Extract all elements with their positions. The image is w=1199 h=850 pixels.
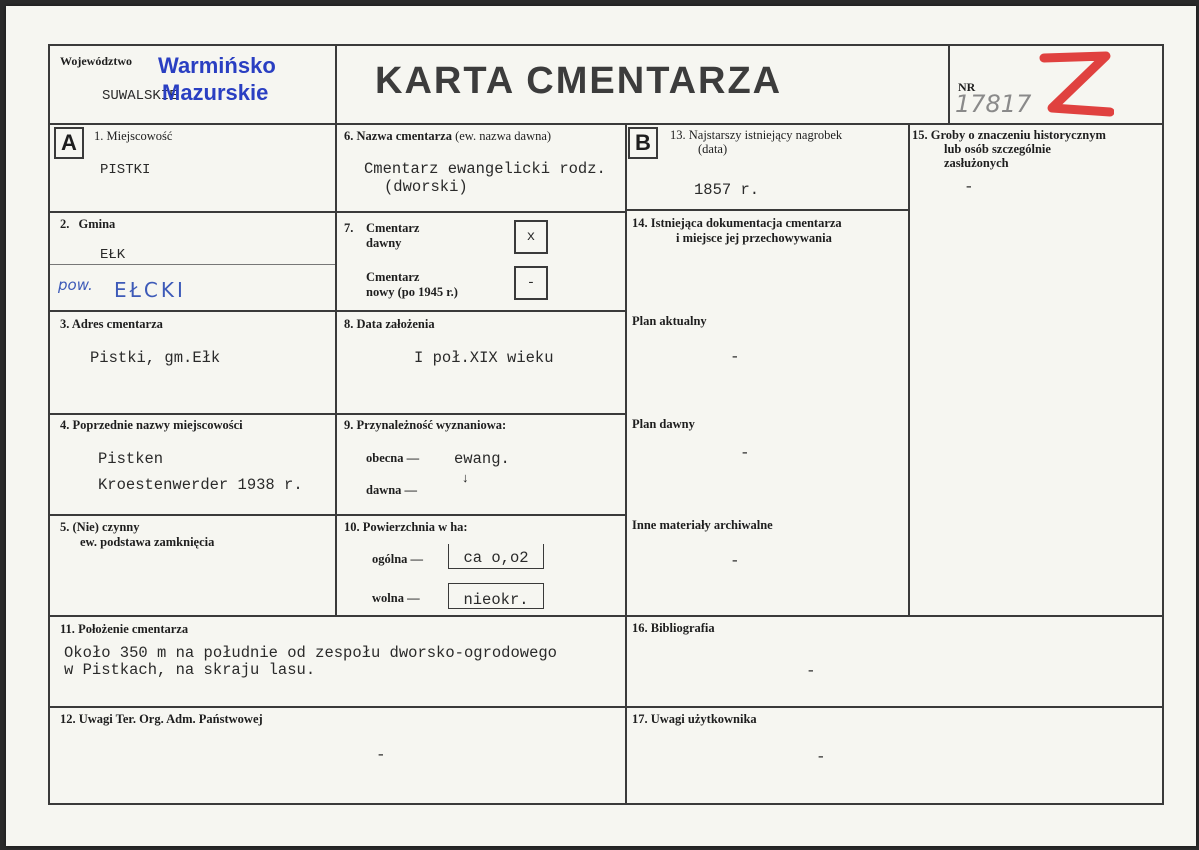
field-6-value-2: (dworski) bbox=[384, 178, 468, 196]
field-13-value: 1857 r. bbox=[694, 181, 760, 199]
field-12-label: 12. Uwagi Ter. Org. Adm. Państwowej bbox=[60, 712, 263, 726]
field-15-label-3: zasłużonych bbox=[944, 156, 1009, 170]
nr-handwritten: 17817 bbox=[955, 90, 1032, 118]
region-stamp-line1: Warmińsko bbox=[158, 53, 276, 78]
field-13-label-2: (data) bbox=[698, 142, 728, 156]
field-2-label: 2. Gmina bbox=[60, 217, 116, 231]
field-14-label: 14. Istniejąca dokumentacja cmentarza bbox=[632, 216, 842, 230]
field-7-label-a2: dawny bbox=[366, 236, 402, 250]
divider bbox=[50, 310, 625, 312]
divider bbox=[335, 46, 337, 615]
divider-thin bbox=[50, 264, 337, 265]
field-4-value-2: Kroestenwerder 1938 r. bbox=[98, 476, 303, 494]
field-1-label: 1. Miejscowość bbox=[94, 129, 173, 143]
divider bbox=[50, 514, 625, 516]
field-9-obecna-value: ewang. bbox=[454, 450, 510, 468]
field-16-label: 16. Bibliografia bbox=[632, 621, 715, 635]
plan-dawny-value: - bbox=[740, 444, 750, 462]
wojewodztwo-label: Województwo bbox=[60, 54, 132, 68]
arrow-down-icon: ↓ bbox=[462, 470, 469, 485]
section-b-letter: B bbox=[628, 127, 658, 159]
field-11-value-2: w Pistkach, na skraju lasu. bbox=[64, 661, 316, 679]
field-14-label-2: i miejsce jej przechowywania bbox=[676, 231, 832, 245]
typed-region: SUWALSKIE bbox=[102, 88, 178, 104]
field-10-ogolna-label: ogólna — bbox=[372, 552, 424, 566]
field-17-label: 17. Uwagi użytkownika bbox=[632, 712, 757, 726]
field-11-value-1: Około 350 m na południe od zespołu dworsko-ogrodowego bbox=[64, 644, 557, 662]
field-5-label-2: ew. podstawa zamknięcia bbox=[80, 535, 215, 549]
field-3-value: Pistki, gm.Ełk bbox=[90, 349, 221, 367]
field-13-label: 13. Najstarszy istniejący nagrobek bbox=[670, 128, 843, 142]
divider bbox=[625, 209, 910, 211]
field-10-wolna-label: wolna — bbox=[372, 591, 420, 605]
section-a-letter: A bbox=[54, 127, 84, 159]
field-8-value: I poł.XIX wieku bbox=[414, 349, 554, 367]
divider bbox=[625, 124, 627, 803]
field-17-value: - bbox=[816, 748, 826, 766]
field-6-value-1: Cmentarz ewangelicki rodz. bbox=[364, 160, 606, 178]
field-7-label-b2: nowy (po 1945 r.) bbox=[366, 285, 458, 299]
field-2-hand-value: EŁCKI bbox=[114, 278, 186, 302]
field-6-label: 6. Nazwa cmentarza (ew. nazwa dawna) bbox=[344, 129, 552, 143]
field-7-label-a1: Cmentarz bbox=[366, 221, 420, 235]
field-9-obecna-label: obecna — bbox=[366, 451, 420, 465]
divider bbox=[50, 615, 1162, 617]
plan-aktualny-value: - bbox=[730, 348, 740, 366]
field-10-ogolna-value[interactable]: ca o,o2 bbox=[448, 544, 544, 569]
cemetery-card bbox=[6, 6, 1196, 846]
field-15-label: 15. Groby o znaczeniu historycznym bbox=[912, 128, 1106, 142]
z-mark-icon bbox=[1038, 50, 1114, 118]
field-16-value: - bbox=[806, 662, 816, 680]
field-7-num: 7. bbox=[344, 221, 354, 235]
field-7-label-b1: Cmentarz bbox=[366, 270, 420, 284]
divider bbox=[50, 413, 625, 415]
field-2-value: EŁK bbox=[100, 247, 126, 263]
red-letter-mark bbox=[1038, 50, 1114, 118]
field-11-label: 11. Położenie cmentarza bbox=[60, 622, 189, 636]
field-4-value-1: Pistken bbox=[98, 450, 164, 468]
divider bbox=[50, 123, 1162, 125]
field-9-dawna-label: dawna — bbox=[366, 483, 418, 497]
region-stamp-line2: Mazurskie bbox=[162, 80, 269, 105]
field-5-label: 5. (Nie) czynny bbox=[60, 520, 140, 534]
checkbox-nowy[interactable]: - bbox=[514, 266, 548, 300]
field-1-value: PISTKI bbox=[100, 162, 151, 178]
divider bbox=[50, 211, 625, 213]
checkbox-dawny[interactable]: x bbox=[514, 220, 548, 254]
field-3-label: 3. Adres cmentarza bbox=[60, 317, 163, 331]
plan-aktualny-label: Plan aktualny bbox=[632, 314, 707, 328]
nr-label: NR bbox=[958, 80, 976, 94]
inne-materialy-value: - bbox=[730, 552, 740, 570]
field-9-label: 9. Przynależność wyznaniowa: bbox=[344, 418, 507, 432]
divider bbox=[50, 706, 1162, 708]
plan-dawny-label: Plan dawny bbox=[632, 417, 695, 431]
field-4-label: 4. Poprzednie nazwy miejscowości bbox=[60, 418, 243, 432]
divider bbox=[948, 46, 950, 124]
field-15-value: - bbox=[964, 178, 974, 196]
field-10-wolna-value[interactable]: nieokr. bbox=[448, 583, 544, 609]
field-12-value: - bbox=[376, 746, 386, 764]
page-title: KARTA CMENTARZA bbox=[375, 60, 783, 102]
field-10-label: 10. Powierzchnia w ha: bbox=[344, 520, 468, 534]
form-grid bbox=[48, 44, 1164, 805]
divider bbox=[908, 124, 910, 616]
field-2-hand-prefix: pow. bbox=[58, 276, 93, 294]
field-15-label-2: lub osób szczególnie bbox=[944, 142, 1051, 156]
field-8-label: 8. Data założenia bbox=[344, 317, 435, 331]
inne-materialy-label: Inne materiały archiwalne bbox=[632, 518, 773, 532]
